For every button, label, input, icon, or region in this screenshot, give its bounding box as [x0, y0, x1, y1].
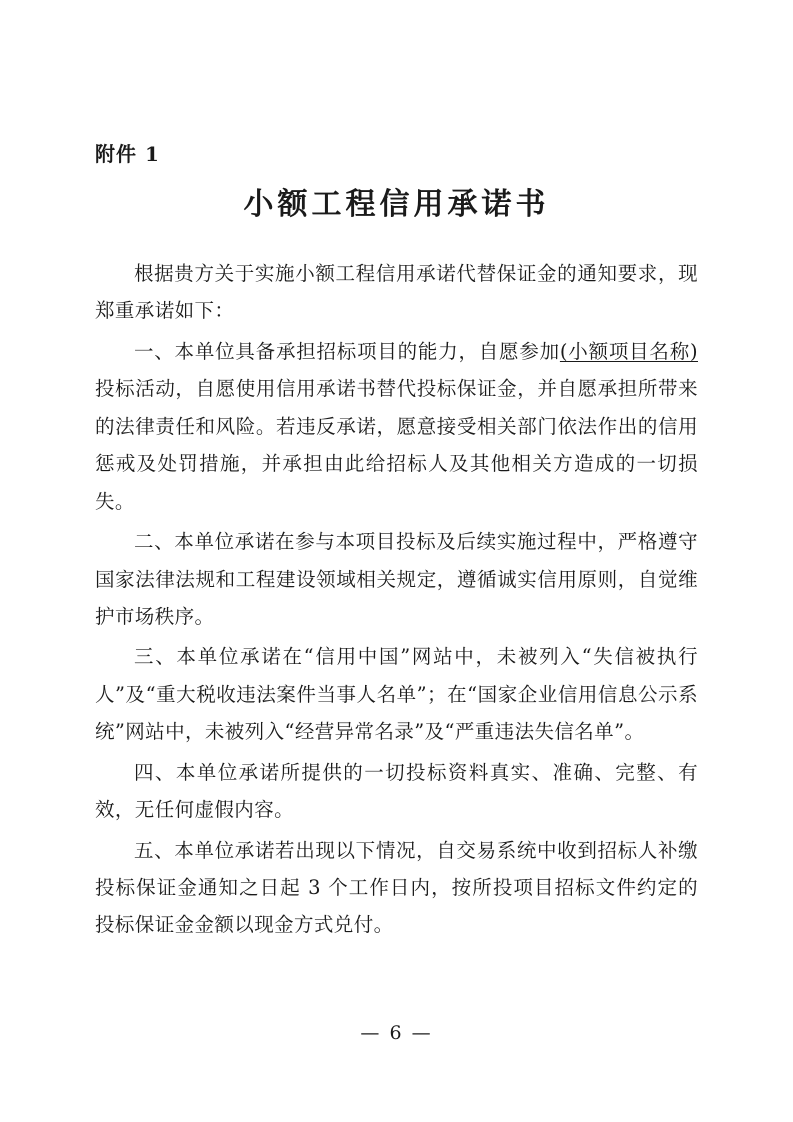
text-run: 五、本单位承诺若出现以下情况，自交易系统中收到招标人补缴投标保证金通知之日起 3 个工作日内，按所投项目招标文件约定的投标保证金金额以现金方式兑付。: [95, 838, 698, 937]
text-run: 一、本单位具备承担招标项目的能力，自愿参加: [134, 339, 560, 363]
paragraph-item-4: [95, 754, 698, 829]
attachment-label: 附件 1: [95, 142, 160, 166]
project-name-blank: (小额项目名称): [559, 339, 698, 363]
paragraph-intro: [95, 255, 698, 330]
document-body: [95, 255, 698, 944]
page-title: 小额工程信用承诺书: [243, 187, 550, 222]
text-run: 投标活动，自愿使用信用承诺书替代投标保证金，并自愿承担所带来的法律责任和风险。若违反承诺，愿意接受相关部门依法作出的信用惩戒及处罚措施，并承担由此给招标人及其他相关方造成的一切损失。: [95, 377, 698, 513]
paragraph-item-3: [95, 638, 698, 750]
paragraph-item-2: [95, 523, 698, 635]
text-run: 根据贵方关于实施小额工程信用承诺代替保证金的通知要求，现郑重承诺如下：: [95, 262, 698, 323]
text-run: 三、本单位承诺在“信用中国”网站中，未被列入“失信被执行人”及“重大税收违法案件当事人名单”；在“国家企业信用信息公示系统”网站中，未被列入“经营异常名录”及“严重违法失信名单”。: [95, 645, 698, 744]
paragraph-item-5: [95, 832, 698, 944]
text-run: 四、本单位承诺所提供的一切投标资料真实、准确、完整、有效，无任何虚假内容。: [95, 760, 698, 822]
page-number: — 6 —: [360, 1022, 433, 1044]
paragraph-item-1: [95, 333, 698, 520]
text-run: 二、本单位承诺在参与本项目投标及后续实施过程中，严格遵守国家法律法规和工程建设领域相关规定，遵循诚实信用原则，自觉维护市场秩序。: [95, 530, 698, 628]
